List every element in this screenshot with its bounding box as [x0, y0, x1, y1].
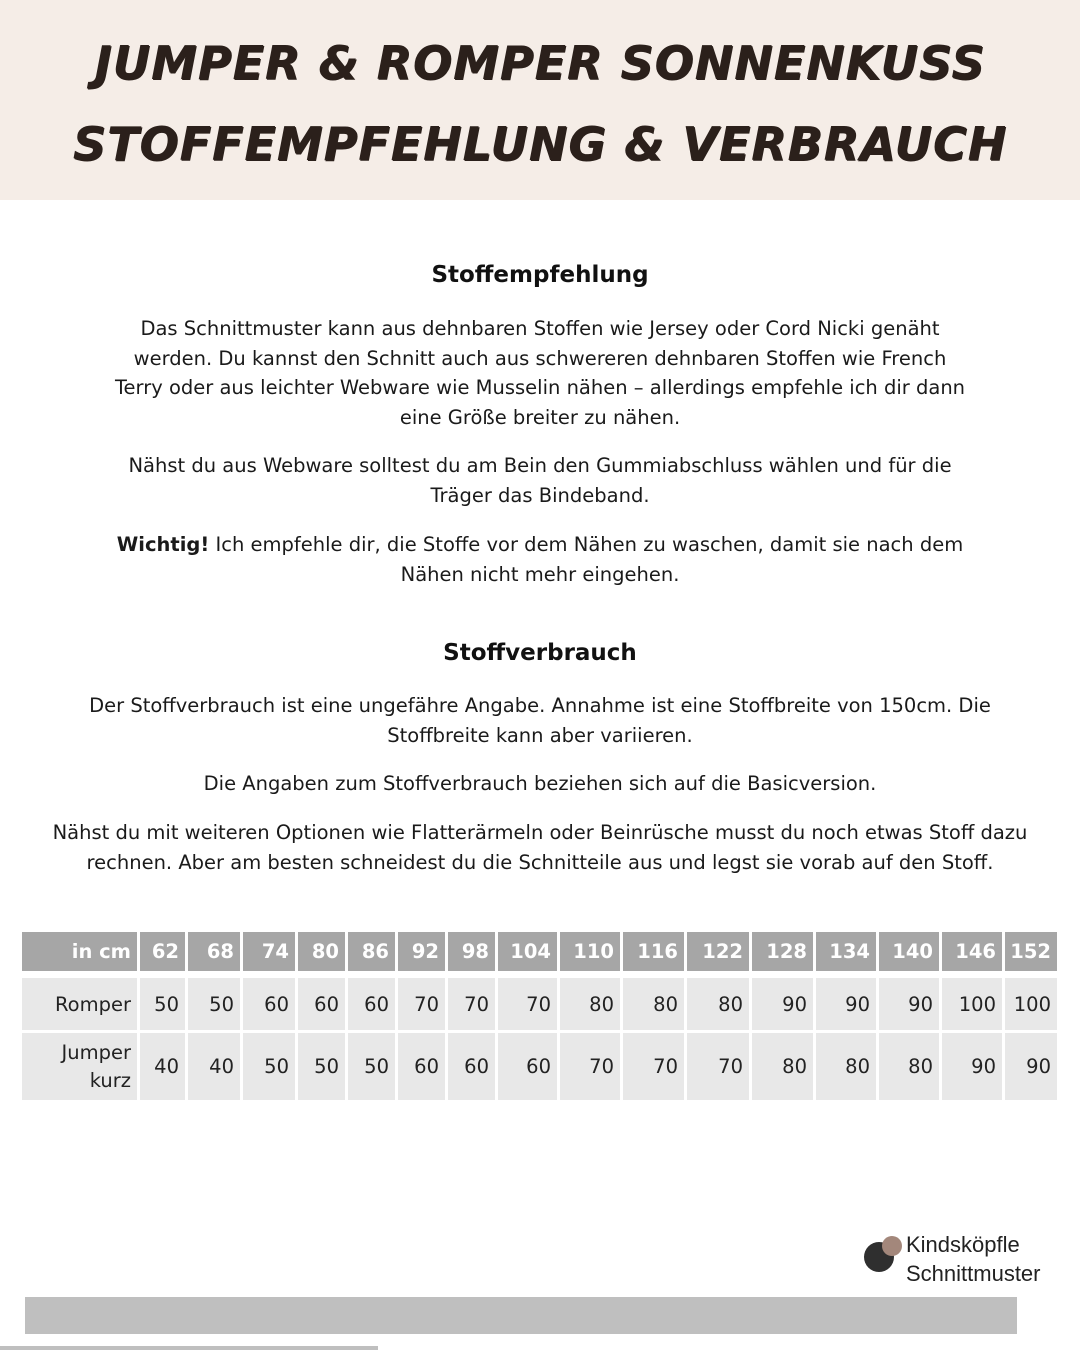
table-cell: 70	[448, 978, 495, 1030]
table-header-unit: in cm	[22, 932, 137, 971]
table-header-size: 104	[498, 932, 557, 971]
page-title: JUMPER & ROMPER SONNENKUSS	[94, 36, 986, 90]
table-cell: 60	[448, 1033, 495, 1100]
row-label: Romper	[22, 978, 137, 1030]
page-header	[0, 0, 1080, 200]
table-header-size: 110	[560, 932, 620, 971]
table-header-size: 116	[623, 932, 684, 971]
stoffverbrauch-paragraph-3: Nähst du mit weiteren Optionen wie Flatterärmeln oder Beinrüsche musst du noch etwas Stoff dazu rechnen. Aber am besten schneidest du die Schnitteile aus und legst sie vorab auf den Stoff.	[52, 821, 1028, 874]
table-cell: 50	[298, 1033, 345, 1100]
logo-dot-accent-icon	[882, 1236, 902, 1256]
logo-text	[906, 1230, 1041, 1288]
table-cell: 90	[942, 1033, 1002, 1100]
table-cell: 50	[348, 1033, 395, 1100]
table-cell: 80	[816, 1033, 876, 1100]
table-cell: 70	[560, 1033, 620, 1100]
table-cell: 60	[498, 1033, 557, 1100]
table-row-romper	[22, 978, 1060, 1030]
table-header-size: 98	[448, 932, 495, 971]
footer-bar	[25, 1297, 1017, 1334]
table-cell: 50	[188, 978, 240, 1030]
table-cell: 90	[752, 978, 813, 1030]
table-cell: 70	[623, 1033, 684, 1100]
table-cell: 80	[623, 978, 684, 1030]
table-cell: 50	[140, 978, 185, 1030]
table-cell: 80	[560, 978, 620, 1030]
stoffempfehlung-heading: Stoffempfehlung	[431, 262, 649, 288]
stoffverbrauch-paragraph-2: Die Angaben zum Stoffverbrauch beziehen sich auf die Basicversion.	[203, 772, 877, 795]
table-cell: 80	[687, 978, 749, 1030]
table-cell: 70	[687, 1033, 749, 1100]
table-cell: 60	[348, 978, 395, 1030]
brand-logo	[862, 1230, 1052, 1290]
stoffempfehlung-paragraph-3	[100, 530, 980, 589]
table-cell: 90	[879, 978, 939, 1030]
table-header-size: 92	[398, 932, 445, 971]
stoffempfehlung-paragraph-1: Das Schnittmuster kann aus dehnbaren Stoffen wie Jersey oder Cord Nicki genäht werden. Du kannst den Schnitt auch aus schwereren dehnbaren Stoffen wie French Terry oder aus leichter Webware wie Musselin nähen – allerdings empfehle ich dir dann eine Größe breiter zu nähen.	[114, 317, 966, 429]
row-label-line-2: kurz	[89, 1068, 131, 1092]
table-cell: 40	[140, 1033, 185, 1100]
table-cell: 70	[398, 978, 445, 1030]
stoffverbrauch-paragraph-1: Der Stoffverbrauch ist eine ungefähre Angabe. Annahme ist eine Stoffbreite von 150cm. Die Stoffbreite kann aber variieren.	[89, 694, 991, 747]
table-header-size: 152	[1005, 932, 1057, 971]
table-header-size: 146	[942, 932, 1002, 971]
important-text: Ich empfehle dir, die Stoffe vor dem Nähen zu waschen, damit sie nach dem Nähen nicht mehr eingehen.	[209, 533, 964, 586]
footer-thin-line	[0, 1346, 378, 1350]
table-cell: 50	[243, 1033, 295, 1100]
table-header-size: 80	[298, 932, 345, 971]
table-header-size: 68	[188, 932, 240, 971]
table-cell: 90	[1005, 1033, 1057, 1100]
stoffverbrauch-heading: Stoffverbrauch	[443, 640, 637, 666]
logo-line-2: Schnittmuster	[906, 1261, 1041, 1286]
important-label: Wichtig!	[116, 533, 210, 556]
table-header-row	[22, 932, 1060, 971]
table-header-size: 74	[243, 932, 295, 971]
table-header-size: 140	[879, 932, 939, 971]
stoffempfehlung-paragraph-2: Nähst du aus Webware solltest du am Bein den Gummiabschluss wählen und für die Träger das Bindeband.	[128, 454, 952, 507]
logo-line-1: Kindsköpfle	[906, 1232, 1020, 1257]
table-cell: 70	[498, 978, 557, 1030]
table-header-size: 86	[348, 932, 395, 971]
row-label-line-1: Jumper	[61, 1040, 131, 1064]
table-cell: 80	[879, 1033, 939, 1100]
table-row-jumper-kurz	[22, 1033, 1060, 1100]
table-cell: 80	[752, 1033, 813, 1100]
table-header-size: 122	[687, 932, 749, 971]
table-cell: 60	[243, 978, 295, 1030]
page-subtitle: STOFFEMPFEHLUNG & VERBRAUCH	[72, 117, 1008, 171]
table-cell: 100	[942, 978, 1002, 1030]
table-cell: 60	[298, 978, 345, 1030]
table-cell: 100	[1005, 978, 1057, 1030]
table-cell: 90	[816, 978, 876, 1030]
table-header-size: 128	[752, 932, 813, 971]
table-header-size: 134	[816, 932, 876, 971]
row-label	[22, 1033, 137, 1100]
table-header-size: 62	[140, 932, 185, 971]
table-cell: 60	[398, 1033, 445, 1100]
table-cell: 40	[188, 1033, 240, 1100]
